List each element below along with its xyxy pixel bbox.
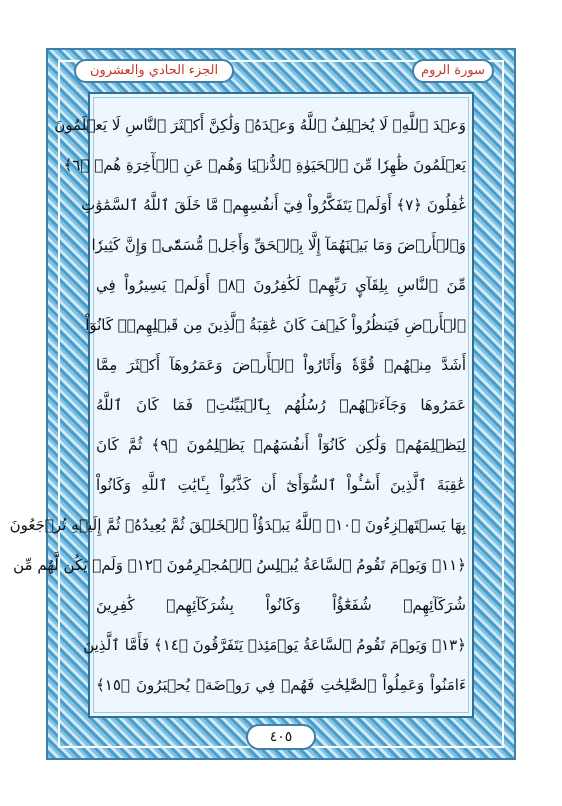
verse-line: بِهَا يَسۡتَهۡزِءُونَ ﴿١٠﴾ ٱللَّهُ يَبۡدَؤُاْ ٱلۡخَلۡقَ ثُمَّ يُعِيدُهُۥ ثُمَّ إِلَيۡهِ تُرۡجَعُونَ	[9, 516, 466, 534]
juz-title: الجزء الحادي والعشرون	[74, 59, 234, 83]
verse-line: عَٰقِبَةَ ٱلَّذِينَ أَسَٰٓـُٔواْ ٱلسُّوٓأَىٰٓ أَن كَذَّبُواْ بِـَٔايَٰتِ ٱللَّهِ وَكَانُواْ	[96, 476, 466, 494]
verse-line: غَٰفِلُونَ ﴿٧﴾ أَوَلَمۡ يَتَفَكَّرُواْ فِيٓ أَنفُسِهِمۗ مَّا خَلَقَ ٱللَّهُ ٱلسَّمَٰوَٰتِ	[81, 196, 466, 214]
verse-line: أَشَدَّ مِنۡهُمۡ قُوَّةٗ وَأَثَارُواْ ٱلۡأَرۡضَ وَعَمَرُوهَآ أَكۡثَرَ مِمَّا	[96, 356, 466, 374]
verse-line: مِّنَ ٱلنَّاسِ بِلِقَآيِٕ رَبِّهِمۡ لَكَٰفِرُونَ ﴿٨﴾ أَوَلَمۡ يَسِيرُواْ فِي	[96, 276, 467, 294]
verse-line: وَعۡدَ ٱللَّهِۖ لَا يُخۡلِفُ ٱللَّهُ وَعۡدَهُۥ وَلَٰكِنَّ أَكۡثَرَ ٱلنَّاسِ لَا يَعۡلَمُونَ	[54, 116, 466, 134]
verse-line: ءَامَنُواْ وَعَمِلُواْ ٱلصَّٰلِحَٰتِ فَهُمۡ فِي رَوۡضَةٖ يُحۡبَرُونَ ﴿١٥﴾	[96, 676, 466, 694]
verse-line: ﴿١٣﴾ وَيَوۡمَ تَقُومُ ٱلسَّاعَةُ يَوۡمَئِذٖ يَتَفَرَّقُونَ ﴿١٤﴾ فَأَمَّا ٱلَّذِينَ	[83, 636, 466, 654]
verse-line: ﴿١١﴾ وَيَوۡمَ تَقُومُ ٱلسَّاعَةُ يُبۡلِسُ ٱلۡمُجۡرِمُونَ ﴿١٢﴾ وَلَمۡ يَكُن لَّهُم مِّن	[13, 556, 466, 574]
verse-line: ٱلۡأَرۡضِ فَيَنظُرُواْ كَيۡفَ كَانَ عَٰقِبَةُ ٱلَّذِينَ مِن قَبۡلِهِمۡۚ كَانُوٓاْ	[85, 316, 466, 334]
page-number: ٤٠٥	[246, 724, 316, 750]
verse-lines	[9, 100, 467, 710]
surah-title: سورة الروم	[412, 59, 494, 83]
verse-line: وَٱلۡأَرۡضَ وَمَا بَيۡنَهُمَآ إِلَّا بِٱلۡحَقِّ وَأَجَلٖ مُّسَمّٗىۗ وَإِنَّ كَثِيرٗا	[91, 236, 466, 254]
verse-line: لِيَظۡلِمَهُمۡ وَلَٰكِن كَانُوٓاْ أَنفُسَهُمۡ يَظۡلِمُونَ ﴿٩﴾ ثُمَّ كَانَ	[96, 436, 466, 454]
verse-line: شُرَكَآئِهِمۡ شُفَعَٰٓؤُاْ وَكَانُواْ بِشُرَكَآئِهِمۡ كَٰفِرِينَ	[96, 596, 466, 614]
verse-line: يَعۡلَمُونَ ظَٰهِرٗا مِّنَ ٱلۡحَيَوٰةِ ٱلدُّنۡيَا وَهُمۡ عَنِ ٱلۡأٓخِرَةِ هُمۡ ﴿٦﴾	[63, 156, 466, 174]
verse-line: عَمَرُوهَا وَجَآءَتۡهُمۡ رُسُلُهُم بِٱلۡبَيِّنَٰتِۖ فَمَا كَانَ ٱللَّهُ	[96, 396, 466, 414]
